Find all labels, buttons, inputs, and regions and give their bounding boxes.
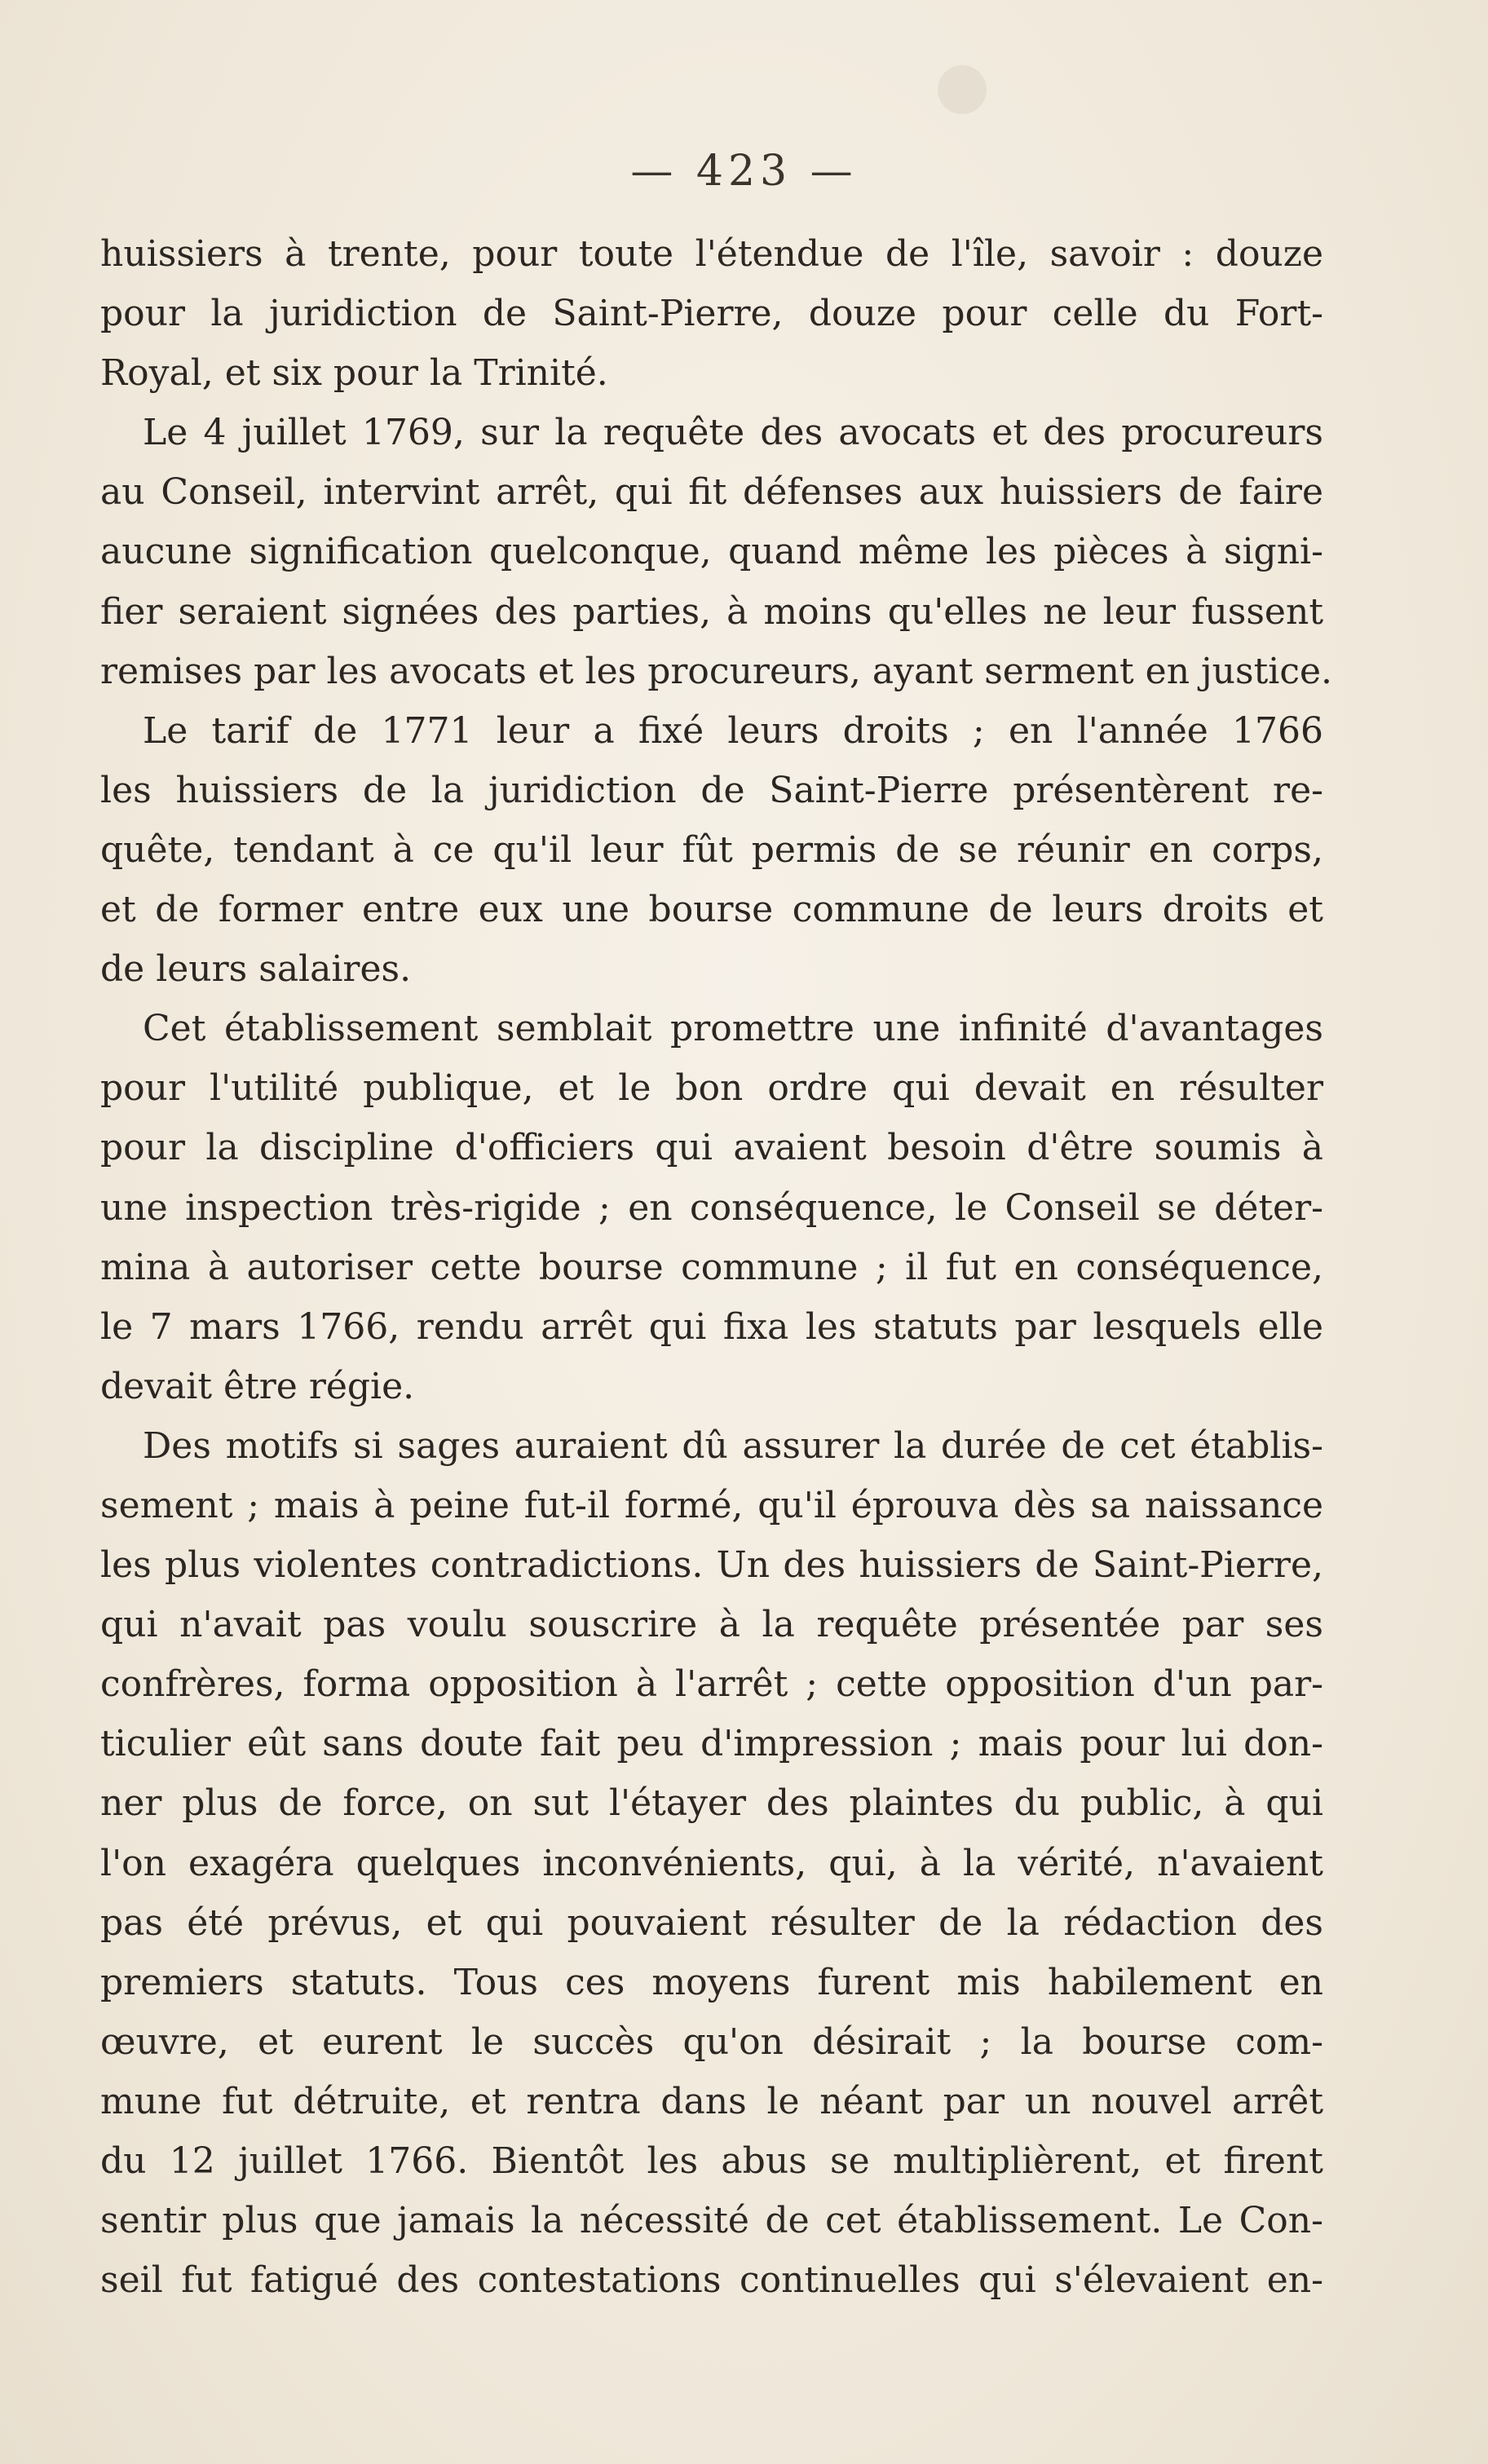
paper-stain <box>938 65 987 114</box>
text-line: huissiers à trente, pour toute l'étendue de l'île, savoir : douze <box>100 233 1323 275</box>
text-line: Des motifs si sages auraient dû assurer la durée de cet établis- <box>143 1424 1323 1467</box>
text-line: les plus violentes contradictions. Un des huissiers de Saint-Pierre, <box>100 1544 1323 1587</box>
text-line: pas été prévus, et qui pouvaient résulter de la rédaction des <box>100 1901 1323 1944</box>
text-line: quête, tendant à ce qu'il leur fût permis de se réunir en corps, <box>100 828 1323 871</box>
text-line: mina à autoriser cette bourse commune ; il fut en conséquence, <box>100 1246 1323 1288</box>
text-line: Royal, et six pour la Trinité. <box>100 352 608 395</box>
text-line: les huissiers de la juridiction de Saint-Pierre présentèrent re- <box>100 769 1323 811</box>
text-line: fier seraient signées des parties, à moins qu'elles ne leur fussent <box>100 590 1323 633</box>
text-line: devait être régie. <box>100 1365 415 1407</box>
text-line: mune fut détruite, et rentra dans le néant par un nouvel arrêt <box>100 2080 1323 2122</box>
text-line: du 12 juillet 1766. Bientôt les abus se multiplièrent, et firent <box>100 2140 1323 2182</box>
text-line: qui n'avait pas voulu souscrire à la requête présentée par ses <box>100 1604 1323 1646</box>
text-line: de leurs salaires. <box>100 948 412 991</box>
text-line: remises par les avocats et les procureurs, ayant serment en justice. <box>100 650 1332 692</box>
text-line: confrères, forma opposition à l'arrêt ; cette opposition d'un par- <box>100 1663 1323 1706</box>
text-line: seil fut fatigué des contestations continuelles qui s'élevaient en- <box>100 2259 1323 2302</box>
text-line: œuvre, et eurent le succès qu'on désirait ; la bourse com- <box>100 2020 1323 2063</box>
text-line: l'on exagéra quelques inconvénients, qui, à la vérité, n'avaient <box>100 1842 1323 1884</box>
text-line: ner plus de force, on sut l'étayer des plaintes du public, à qui <box>100 1782 1323 1825</box>
text-line: Le tarif de 1771 leur a fixé leurs droits ; en l'année 1766 <box>143 709 1323 752</box>
text-line: premiers statuts. Tous ces moyens furent mis habilement en <box>100 1961 1323 2003</box>
text-line: sentir plus que jamais la nécessité de cet établissement. Le Con- <box>100 2200 1323 2242</box>
text-line: pour l'utilité publique, et le bon ordre qui devait en résulter <box>100 1067 1323 1110</box>
text-line: une inspection très-rigide ; en conséquence, le Conseil se déter- <box>100 1186 1323 1229</box>
text-line: sement ; mais à peine fut-il formé, qu'il éprouva dès sa naissance <box>100 1484 1323 1526</box>
text-line: au Conseil, intervint arrêt, qui fit défenses aux huissiers de faire <box>100 471 1323 514</box>
text-line: pour la discipline d'officiers qui avaient besoin d'être soumis à <box>100 1127 1323 1169</box>
text-line: ticulier eût sans doute fait peu d'impression ; mais pour lui don- <box>100 1723 1323 1765</box>
text-line: pour la juridiction de Saint-Pierre, douze pour celle du Fort- <box>100 293 1323 335</box>
page-number: — 423 — <box>630 147 858 196</box>
text-line: Le 4 juillet 1769, sur la requête des avocats et des procureurs <box>143 412 1323 454</box>
text-line: aucune signification quelconque, quand même les pièces à signi- <box>100 531 1323 573</box>
body-text <box>100 224 1332 2310</box>
text-line: Cet établissement semblait promettre une infinité d'avantages <box>143 1008 1323 1050</box>
text-line: le 7 mars 1766, rendu arrêt qui fixa les statuts par lesquels elle <box>100 1305 1323 1348</box>
text-line: et de former entre eux une bourse commune de leurs droits et <box>100 889 1323 931</box>
